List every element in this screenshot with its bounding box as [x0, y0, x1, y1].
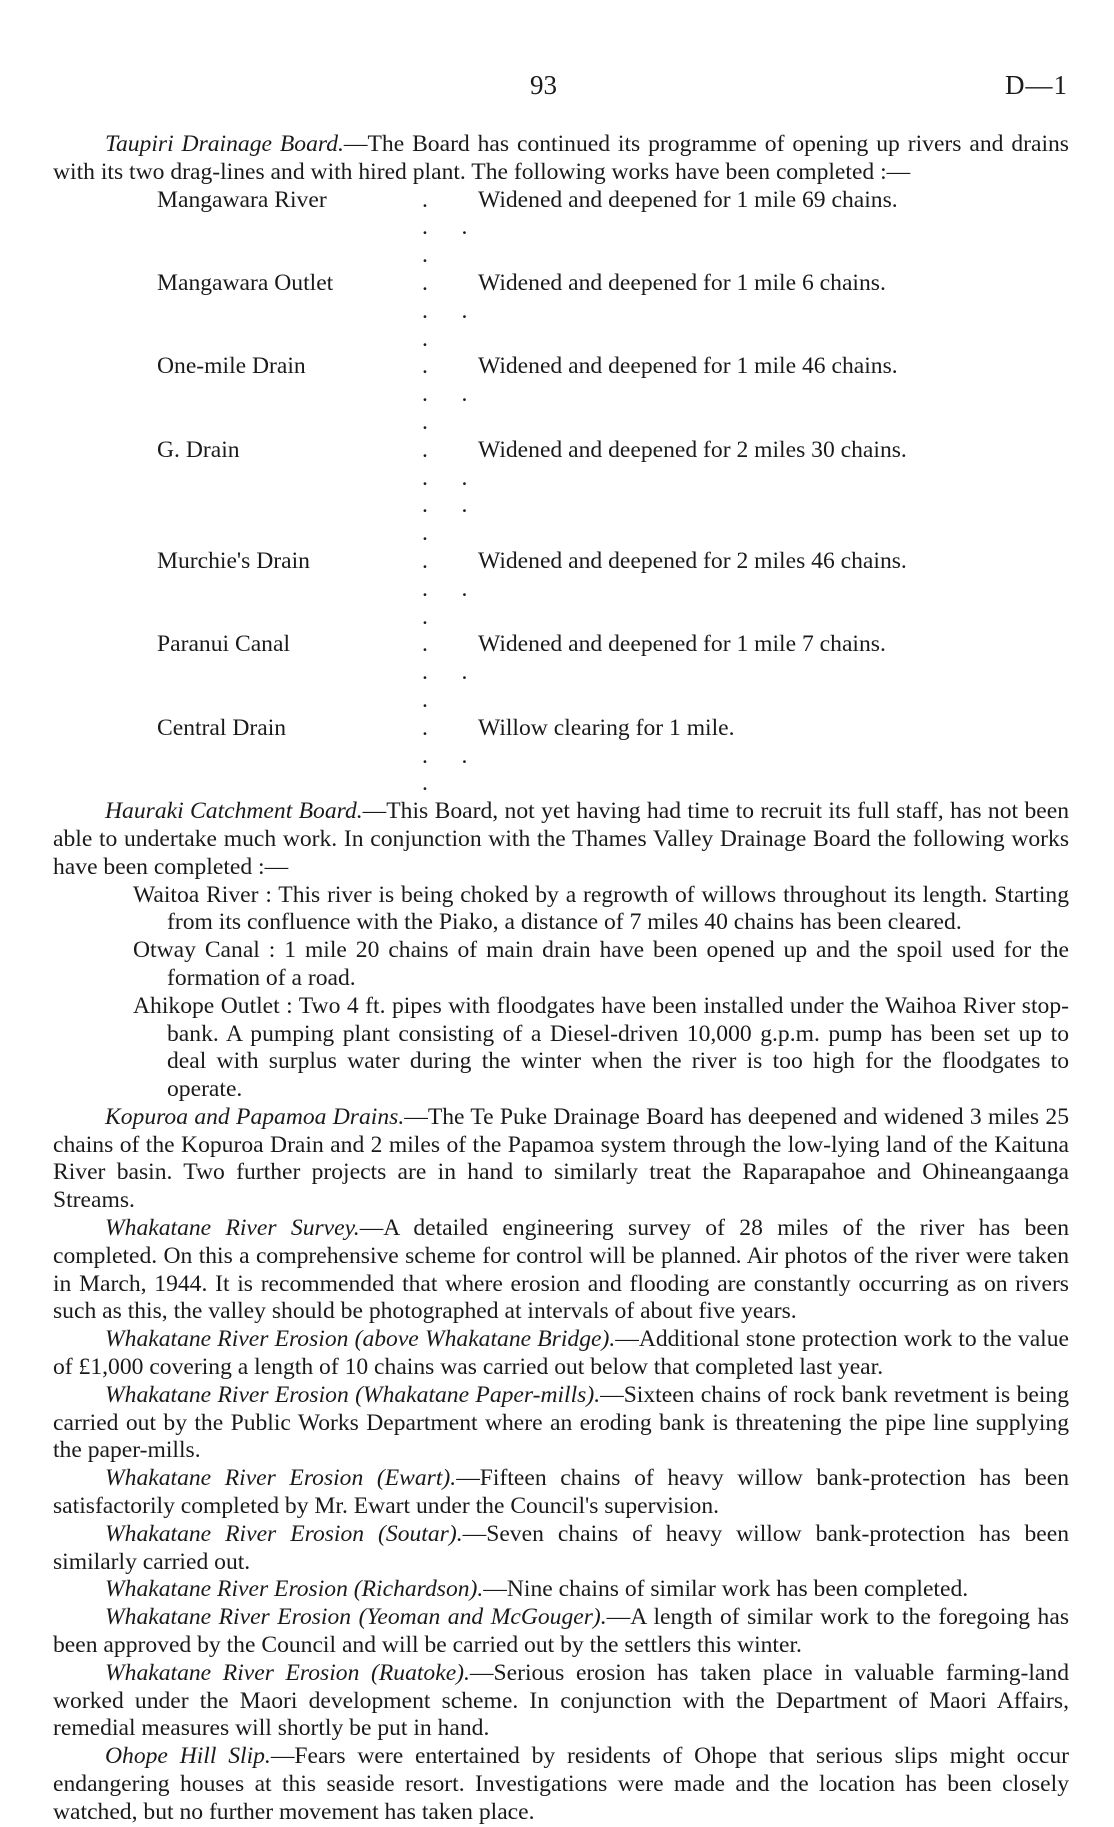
paragraph-title: Whakatane River Erosion (above Whakatane Bridge).	[105, 1326, 616, 1353]
paragraph-ohope-slip	[53, 1743, 1069, 1826]
paragraph-title: Ohope Hill Slip.	[105, 1743, 271, 1770]
paragraph-text: —The Te Puke Drainage Board has deepened and widened 3 miles 25 chains of the Kopuroa Drain and 2 miles of the Papamoa system through the low-lying land of the Kaituna River basin. Two further projects are in hand to similarly treat the Raparapahoe and Ohineangaanga Streams.	[53, 1103, 1069, 1214]
table-row	[157, 631, 1069, 714]
paragraph-text: —A detailed engineering survey of 28 miles of the river has been completed. On this a comprehensive scheme for control will be planned. Air photos of the river were taken in March, 1944. It is recommended that where erosion and flooding are constantly occurring as on rivers such as this, the valley should be photographed at intervals of about five years.	[53, 1215, 1069, 1325]
table-row	[157, 548, 1069, 631]
paragraph-erosion-paper-mills	[53, 1382, 1069, 1465]
paragraph-title: Taupiri Drainage Board.	[105, 131, 344, 157]
paragraph-title: Hauraki Catchment Board.	[105, 798, 363, 825]
leader-dots: . . . .	[422, 714, 470, 797]
leader-dots: . . . .	[422, 547, 470, 630]
paragraph-text: —Sixteen chains of rock bank revetment is being carried out by the Public Works Department where an eroding bank is threatening the pipe line supplying the paper-mills.	[53, 1381, 1069, 1464]
document-code: D—1	[1005, 70, 1068, 100]
work-description: Widened and deepened for 1 mile 46 chains.	[478, 353, 898, 380]
paragraph-title: Whakatane River Erosion (Richardson).	[105, 1576, 484, 1603]
work-description: Widened and deepened for 1 mile 69 chains.	[478, 186, 898, 213]
paragraph-erosion-soutar	[53, 1521, 1069, 1577]
paragraph-erosion-ruatoke	[53, 1660, 1069, 1743]
paragraph-title: Kopuroa and Papamoa Drains.	[105, 1103, 405, 1130]
paragraph-text: —Serious erosion has taken place in valuable farming-land worked under the Maori development scheme. In conjunction with the Department of Maori Affairs, remedial measures will shortly be put in hand.	[53, 1659, 1069, 1742]
table-row	[157, 715, 1069, 798]
leader-dots: . . . .	[422, 186, 470, 269]
paragraph-text: —Seven chains of heavy willow bank-protection has been similarly carried out.	[53, 1520, 1069, 1575]
paragraph-text: —Additional stone protection work to the value of £1,000 covering a length of 10 chains was carried out below that completed last year.	[53, 1326, 1069, 1381]
page-number: 93	[530, 70, 557, 100]
work-description: Widened and deepened for 2 miles 30 chains.	[478, 436, 907, 463]
table-row	[157, 353, 1069, 436]
table-row	[157, 187, 1069, 270]
work-description: Widened and deepened for 1 mile 7 chains.	[478, 631, 886, 658]
paragraph-title: Whakatane River Erosion (Yeoman and McGouger).	[105, 1604, 607, 1631]
work-name: Central Drain	[157, 714, 287, 741]
paragraph-hauraki	[53, 798, 1069, 881]
page-header	[0, 70, 1114, 110]
paragraph-text: —Fifteen chains of heavy willow bank-protection has been satisfactorily completed by Mr. Ewart under the Council's supervision.	[53, 1465, 1069, 1520]
paragraph-title: Whakatane River Erosion (Whakatane Paper-mills).	[105, 1381, 601, 1408]
table-row	[157, 437, 1069, 548]
leader-dots: . . . . . .	[422, 436, 470, 547]
work-name: Mangawara River	[157, 186, 327, 213]
paragraph-kopuroa	[53, 1104, 1069, 1215]
paragraph-text: —The Board has continued its programme of opening up rivers and drains with its two drag-lines and with hired plant. The following works have been completed :—	[53, 131, 1069, 185]
paragraph-erosion-bridge	[53, 1326, 1069, 1382]
work-name: One-mile Drain	[157, 353, 306, 380]
list-item: Waitoa River : This river is being choked by a regrowth of willows throughout its length. Starting from its confluence with the Piako, a distance of 7 miles 40 chains has been cleared.	[133, 881, 1069, 936]
paragraph-title: Whakatane River Erosion (Soutar).	[105, 1520, 463, 1547]
paragraph-title: Whakatane River Erosion (Ruatoke).	[105, 1659, 470, 1686]
work-description: Widened and deepened for 2 miles 46 chains.	[478, 547, 907, 574]
paragraph-title: Whakatane River Survey.	[105, 1215, 360, 1242]
paragraph-erosion-yeoman	[53, 1604, 1069, 1660]
paragraph-title: Whakatane River Erosion (Ewart).	[105, 1465, 457, 1492]
leader-dots: . . . .	[422, 353, 470, 435]
paragraph-whakatane-survey	[53, 1215, 1069, 1326]
body-text	[53, 131, 1069, 1827]
list-item: Ahikope Outlet : Two 4 ft. pipes with floodgates have been installed under the Waihoa River stop-bank. A pumping plant consisting of a Diesel-driven 10,000 g.p.m. pump has been set up to deal with surplus water during the winter when the river is too high for the floodgates to operate.	[133, 992, 1069, 1103]
work-name: Mangawara Outlet	[157, 269, 334, 296]
work-name: Paranui Canal	[157, 631, 291, 658]
work-description: Willow clearing for 1 mile.	[478, 714, 735, 741]
paragraph-text: —Nine chains of similar work has been completed.	[483, 1576, 969, 1603]
table-row	[157, 270, 1069, 353]
paragraph-erosion-ewart	[53, 1465, 1069, 1521]
work-name: G. Drain	[157, 436, 240, 463]
paragraph-erosion-richardson	[53, 1576, 1069, 1604]
leader-dots: . . . .	[422, 631, 470, 713]
paragraph-text: —Fears were entertained by residents of Ohope that serious slips might occur endangering houses at this seaside resort. Investigations were made and the location has been closely watched, but no further movement has taken place.	[53, 1743, 1069, 1825]
work-description: Widened and deepened for 1 mile 6 chains.	[478, 269, 886, 296]
hauraki-works-list	[53, 882, 1069, 1104]
paragraph-taupiri	[53, 131, 1069, 187]
list-item: Otway Canal : 1 mile 20 chains of main drain have been opened up and the spoil used for the formation of a road.	[133, 937, 1069, 991]
work-name: Murchie's Drain	[157, 547, 310, 574]
paragraph-text: —This Board, not yet having had time to recruit its full staff, has not been able to undertake much work. In conjunction with the Thames Valley Drainage Board the following works have been completed :—	[53, 798, 1069, 880]
works-table	[157, 187, 1069, 799]
leader-dots: . . . .	[422, 269, 470, 352]
paragraph-text: —A length of similar work to the foregoing has been approved by the Council and will be carried out by the settlers this winter.	[53, 1604, 1069, 1659]
